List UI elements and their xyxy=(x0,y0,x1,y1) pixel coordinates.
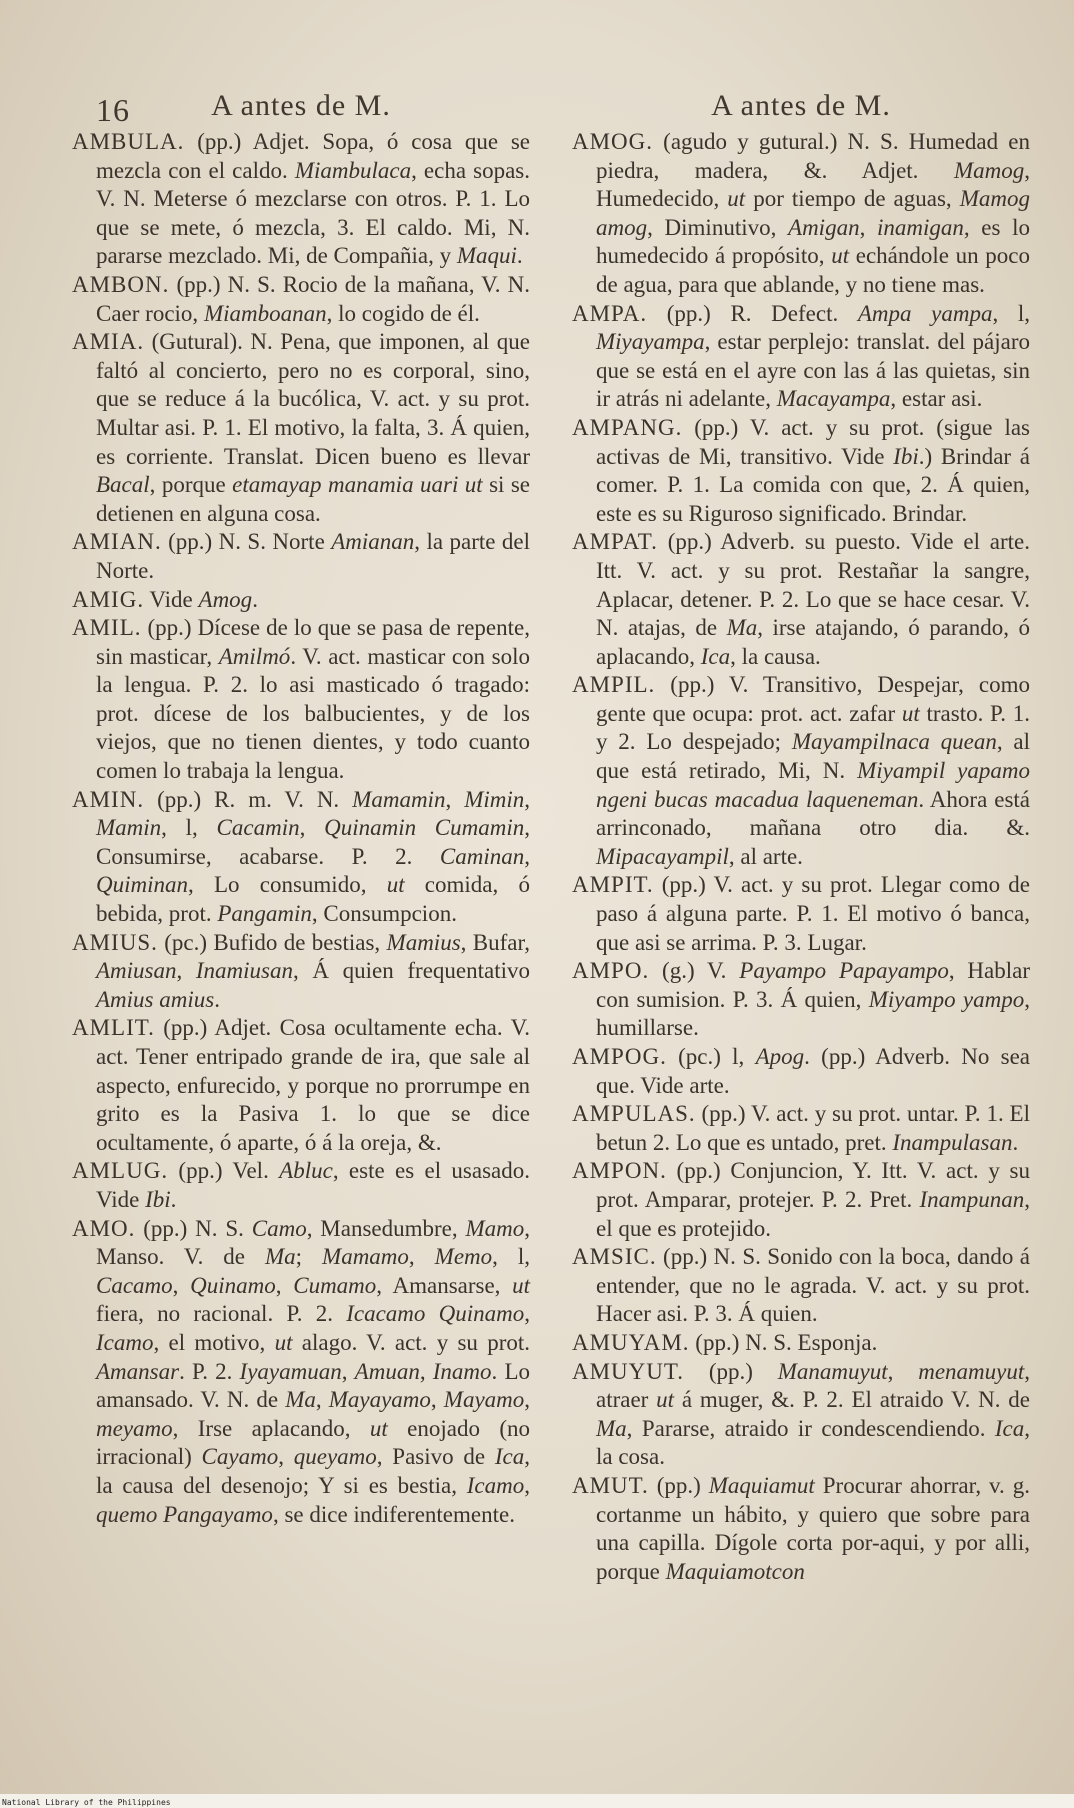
dictionary-entry xyxy=(72,271,530,328)
entry-headword: AMLIT. xyxy=(72,1015,155,1041)
entry-headword: AMIUS. xyxy=(72,929,158,955)
dictionary-entry xyxy=(72,929,530,1015)
dictionary-entry xyxy=(572,128,1030,300)
entry-definition: (pp.) N. S. Norte Amianan, la parte del Norte. xyxy=(96,529,530,583)
dictionary-entry xyxy=(72,614,530,786)
entry-definition: (pp.) R. Defect. Ampa yampa, l, Miyayampa, estar perplejo: translat. del pájaro que se está en el ayre con las á las quietas, sin ir atrás ni adelante, Macayampa, estar asi. xyxy=(596,300,1031,412)
entry-definition: (pp.) V. Transitivo, Despejar, como gente que ocupa: prot. act. zafar ut trasto. P. 1. y 2. Lo despejado; Mayampilnaca quean, al que está retirado, Mi, N. Miyampil yapamo ngeni bucas macadua laqueneman. Ahora está arrinconado, mañana otro dia. &. Mipacayampil, al arte. xyxy=(596,672,1031,869)
entry-headword: AMO. xyxy=(72,1215,136,1241)
dictionary-entry xyxy=(572,1100,1030,1157)
entry-headword: AMBON. xyxy=(72,271,170,297)
entry-definition: (pp.) Manamuyut, menamuyut, atraer ut á muger, &. P. 2. El atraido V. N. de Ma, Pararse, atraido ir condescendiendo. Ica, la cosa. xyxy=(596,1358,1030,1470)
entry-headword: AMOG. xyxy=(572,129,654,154)
entry-definition: (pp.) Adverb. su puesto. Vide el arte. Itt. V. act. y su prot. Restañar la sangre, Aplacar, detener. P. 2. Lo que se hace cesar. V. N. atajas, de Ma, irse atajando, ó parando, ó aplacando, Ica, la causa. xyxy=(596,529,1030,669)
entry-headword: AMLUG. xyxy=(72,1158,169,1184)
right-column xyxy=(572,89,1031,1586)
entry-definition: (pc.) Bufido de bestias, Mamius, Bufar, Amiusan, Inamiusan, Á quien frequentativo Amius amius. xyxy=(96,929,530,1012)
entry-headword: AMUYUT. xyxy=(572,1358,684,1384)
entry-headword: AMPOG. xyxy=(572,1044,667,1069)
dictionary-entry xyxy=(72,1014,530,1157)
entry-definition: (g.) V. Payampo Papayampo, Hablar con sumision. P. 3. Á quien, Miyampo yampo, humillarse. xyxy=(596,958,1031,1041)
entry-headword: AMPULAS. xyxy=(572,1101,696,1127)
entry-headword: AMUYAM. xyxy=(572,1329,690,1355)
dictionary-entry xyxy=(572,1243,1030,1329)
entry-headword: AMPON. xyxy=(572,1158,667,1184)
dictionary-entry xyxy=(72,1157,530,1214)
dictionary-entry xyxy=(572,1358,1030,1472)
entry-definition: (pp.) Adjet. Sopa, ó cosa que se mezcla con el caldo. Miambulaca, echa sopas. V. N. Meterse ó mezclarse con otros. P. 1. Lo que se mete, ó mezcla, 3. El caldo. Mi, N. pararse mezclado. Mi, de Compañia, y Maqui. xyxy=(96,129,530,269)
entry-definition: (pp.) Vel. Abluc, este es el usasado. Vide Ibi. xyxy=(96,1158,531,1212)
dictionary-entry xyxy=(72,128,530,271)
entry-headword: AMUT. xyxy=(572,1472,649,1498)
entry-definition: Vide Amog. xyxy=(144,586,258,612)
dictionary-entry xyxy=(572,1329,1030,1358)
entry-definition: (pp.) V. act. y su prot. untar. P. 1. El betun 2. Lo que es untado, pret. Inampulasan. xyxy=(596,1101,1030,1155)
dictionary-entry xyxy=(572,300,1030,414)
dictionary-entry xyxy=(572,957,1030,1043)
entry-headword: AMIG. xyxy=(72,586,145,612)
right-entry-list xyxy=(572,128,1030,1586)
entry-definition: (pp.) V. act. y su prot. Llegar como de paso á alguna parte. P. 1. El motivo ó banca, que asi se arrima. P. 3. Lugar. xyxy=(596,872,1030,955)
entry-definition: (agudo y gutural.) N. S. Humedad en piedra, madera, &. Adjet. Mamog, Humedecido, ut por tiempo de aguas, Mamog amog, Diminutivo, Amigan, inamigan, es lo humedecido á propósito, ut echándole un poco de agua, para que ablande, y no tiene mas. xyxy=(596,129,1031,297)
left-running-header: A antes de M. xyxy=(211,89,391,122)
entry-headword: AMIAN. xyxy=(72,529,162,555)
left-column xyxy=(72,89,531,1529)
dictionary-entry xyxy=(572,871,1030,957)
entry-headword: AMPA. xyxy=(572,300,648,326)
dictionary-entry xyxy=(72,528,530,585)
library-footer: National Library of the Philippines xyxy=(2,1798,171,1807)
entry-headword: AMPANG. xyxy=(572,414,683,440)
dictionary-entry xyxy=(572,1157,1030,1243)
entry-definition: (pp.) Maquiamut Procurar ahorrar, v. g. cortanme un hábito, y quiero que sobre para una capilla. Dígole corta por-aqui, y por alli, porque Maquiamotcon xyxy=(596,1472,1030,1584)
entry-definition: (pp.) N. S. Rocio de la mañana, V. N. Caer rocio, Miamboanan, lo cogido de él. xyxy=(96,271,530,326)
entry-definition: (pp.) Conjuncion, Y. Itt. V. act. y su prot. Amparar, protejer. P. 2. Pret. Inampunan, el que es protejido. xyxy=(596,1158,1030,1241)
entry-definition: (pp.) N. S. Esponja. xyxy=(689,1329,878,1355)
right-running-header: A antes de M. xyxy=(711,89,891,122)
dictionary-entry xyxy=(572,528,1030,671)
dictionary-entry xyxy=(572,671,1030,871)
page-number: 16 xyxy=(96,92,130,128)
entry-headword: AMIA. xyxy=(72,329,145,355)
entry-headword: AMPIL. xyxy=(572,672,656,698)
entry-headword: AMSIC. xyxy=(572,1244,657,1270)
dictionary-entry xyxy=(72,328,530,528)
entry-definition: (pp.) Adjet. Cosa ocultamente echa. V. act. Tener entripado grande de ira, que sale al aspecto, enfurecido, y porque no prorrumpe en grito es la Pasiva 1. lo que se dice ocultamente, ó aparte, ó á la oreja, &. xyxy=(96,1015,530,1155)
dictionary-entry xyxy=(572,1043,1030,1100)
entry-definition: (pc.) l, Apog. (pp.) Adverb. No sea que. Vide arte. xyxy=(596,1044,1030,1098)
entry-headword: AMPO. xyxy=(572,958,650,984)
dictionary-entry xyxy=(72,586,530,615)
dictionary-entry xyxy=(72,1215,530,1530)
entry-definition: (pp.) N. S. Sonido con la boca, dando á entender, que no le agrada. V. act. y su prot. Hacer asi. P. 3. Á quien. xyxy=(596,1244,1030,1327)
left-entry-list xyxy=(72,128,530,1529)
entry-headword: AMPAT. xyxy=(572,529,658,555)
dictionary-entry xyxy=(572,1472,1030,1586)
dictionary-entry xyxy=(572,414,1030,528)
entry-headword: AMPIT. xyxy=(572,872,654,898)
entry-definition: (pp.) Dícese de lo que se pasa de repente, sin masticar, Amilmó. V. act. masticar con solo la lengua. P. 2. lo asi masticado ó tragado: prot. dícese de los balbucientes, y de los viejos, que no tienen dientes, y todo cuanto comen lo trabaja la lengua. xyxy=(96,615,530,784)
entry-headword: AMIL. xyxy=(72,615,142,641)
entry-definition: (pp.) V. act. y su prot. (sigue las activas de Mi, transitivo. Vide Ibi.) Brindar á comer. P. 1. La comida con que, 2. Á quien, este es su Riguroso significado. Brindar. xyxy=(596,414,1030,526)
entry-definition: (pp.) R. m. V. N. Mamamin, Mimin, Mamin, l, Cacamin, Quinamin Cumamin, Consumirse, acabarse. P. 2. Caminan, Quiminan, Lo consumido, ut comida, ó bebida, prot. Pangamin, Consumpcion. xyxy=(96,786,531,927)
entry-headword: AMIN. xyxy=(72,786,145,812)
entry-headword: AMBULA. xyxy=(72,129,185,154)
entry-definition: (pp.) N. S. Camo, Mansedumbre, Mamo, Manso. V. de Ma; Mamamo, Memo, l, Cacamo, Quinamo, Cumamo, Amansarse, ut fiera, no racional. P. 2. Icacamo Quinamo, Icamo, el motivo, ut alago. V. act. y su prot. Amansar. P. 2. Iyayamuan, Amuan, Inamo. Lo amansado. V. N. de Ma, Mayayamo, Mayamo, meyamo, Irse aplacando, ut enojado (no irracional) Cayamo, queyamo, Pasivo de Ica, la causa del desenojo; Y si es bestia, Icamo, quemo Pangayamo, se dice indiferentemente. xyxy=(96,1215,531,1527)
entry-definition: (Gutural). N. Pena, que imponen, al que faltó al concierto, pero no es corporal, sino, que se reduce á la bucólica, V. act. y su prot. Multar asi. P. 1. El motivo, la falta, 3. Á quien, es corriente. Translat. Dicen bueno es llevar Bacal, porque etamayap manamia uari ut si se detienen en alguna cosa. xyxy=(96,329,530,526)
dictionary-entry xyxy=(72,786,530,929)
